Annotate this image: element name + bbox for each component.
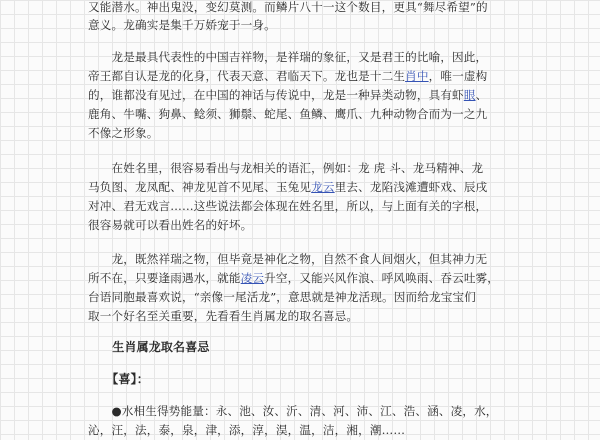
text-span: 、 [475, 88, 488, 102]
text-span: 又能潜水。神出鬼没，变幻莫测。而鳞片八十一这个数目，更具“舞尽希望”的 [88, 0, 488, 14]
text-span: 台语同胞最喜欢说，“亲像一尾活龙”，意思就是神龙活现。因而给龙宝宝们 [88, 290, 476, 304]
text-span: 帝王都自认是龙的化身，代表天意、君临天下。龙也是十二生 [88, 69, 406, 83]
text-span: 对冲、君无戏言……这些说法都会体现在姓名里，所以，与上面有关的字根， [88, 199, 488, 213]
text-line [88, 16, 528, 35]
section-heading: 【喜】： [88, 372, 149, 386]
text-line [88, 67, 528, 86]
text-span: 龙是最具代表性的中国吉祥物，是祥瑞的象征，又是君王的比喻，因此， [88, 50, 488, 64]
text-line [88, 105, 528, 124]
text-line [88, 338, 528, 357]
text-line [88, 86, 528, 105]
text-line [88, 124, 528, 143]
keyword-link[interactable]: 凌云 [240, 271, 265, 285]
text-span: 升空，又能兴风作浪、呼风唤雨、吞云吐雾， [264, 271, 500, 285]
text-span: 在姓名里，很容易看出与龙相关的语汇，例如：龙 虎 斗、龙马精神、龙 [88, 161, 484, 175]
text-line [88, 216, 528, 235]
text-line [88, 307, 528, 326]
text-span: 很容易就可以看出姓名的好坏。 [88, 218, 253, 232]
text-line [88, 402, 528, 421]
text-span: 的，谁都没有见过，在中国的神话与传说中，龙是一种异类动物，具有虾 [88, 88, 464, 102]
section-heading: 生肖属龙取名喜忌 [88, 340, 210, 354]
keyword-link[interactable]: 肖中 [405, 69, 429, 83]
text-line [88, 269, 528, 288]
text-span: ●水相生得势能量：永、池、汝、沂、清、河、沛、江、浩、涵、凌，水， [88, 404, 498, 418]
keyword-link[interactable]: 眼 [463, 88, 476, 102]
text-line [88, 0, 528, 17]
text-line [88, 250, 528, 269]
text-line [88, 159, 528, 178]
text-line [88, 288, 528, 307]
text-line [88, 421, 528, 440]
text-line [88, 370, 528, 389]
text-span: 里去、龙陷浅滩遭虾戏、辰戌 [334, 180, 488, 194]
text-span: 沁，汪，法，泰，泉，津，添，淳，淏，温，洁，湘，潮…… [88, 423, 406, 437]
text-span: 龙，既然祥瑞之物，但毕竟是神化之物，自然不食人间烟火，但其神力无 [88, 252, 488, 266]
text-line [88, 197, 528, 216]
text-line [88, 178, 528, 197]
text-span: 所不在，只要逢雨遇水，就能 [88, 271, 241, 285]
text-line [88, 48, 528, 67]
text-span: 不像之形象。 [88, 126, 159, 140]
keyword-link[interactable]: 龙云 [311, 180, 335, 194]
text-span: 鹿角、牛嘴、狗鼻、鲶须、狮鬃、蛇尾、鱼鳞、鹰爪、九种动物合而为一之九 [88, 107, 488, 121]
text-span: 马负图、龙凤配、神龙见首不见尾、玉兔见 [88, 180, 312, 194]
text-span: ，唯一虚构 [428, 69, 488, 83]
text-span: 取一个好名至关重要，先看看生肖属龙的取名喜忌。 [88, 309, 359, 323]
text-span: 意义。龙确实是集千万娇宠于一身。 [88, 18, 276, 32]
